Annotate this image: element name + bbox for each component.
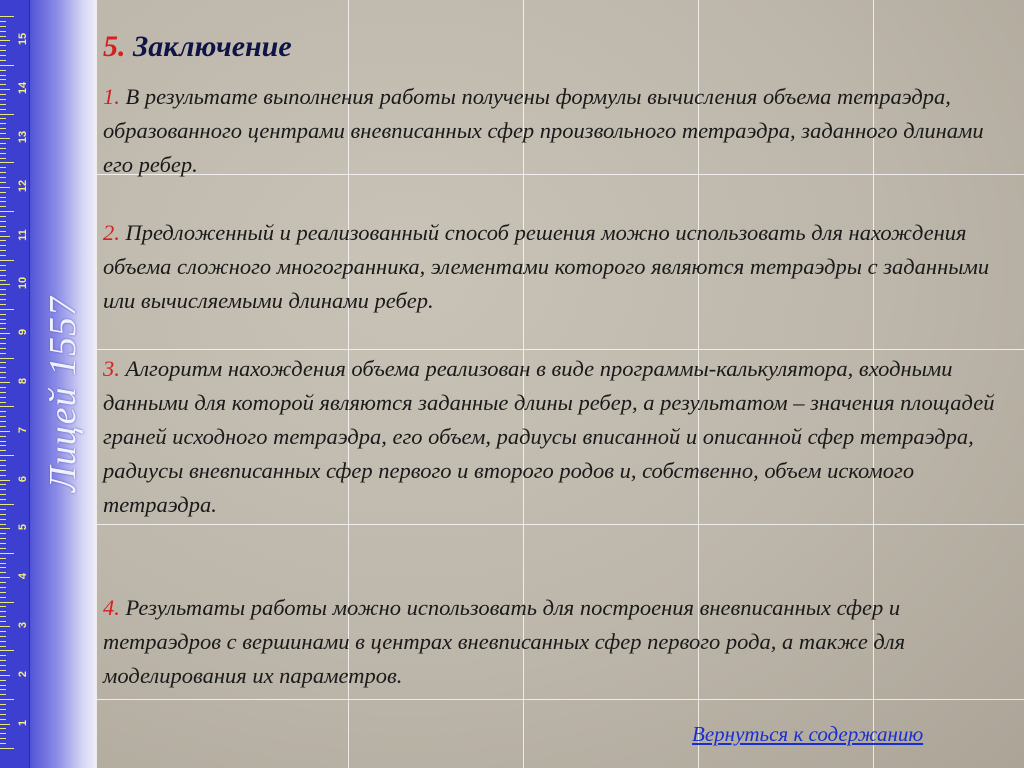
ruler-tick xyxy=(0,167,6,168)
title-text: Заключение xyxy=(133,30,292,63)
ruler-number: 3 xyxy=(17,621,29,629)
ruler-tick xyxy=(0,631,6,632)
ruler-tick xyxy=(0,441,6,442)
ruler-tick xyxy=(0,128,6,129)
grid-line xyxy=(96,349,1024,350)
ruler-tick xyxy=(0,138,10,139)
ruler-tick xyxy=(0,699,14,700)
ruler-tick xyxy=(0,114,14,115)
ruler-tick xyxy=(0,489,6,490)
ruler-tick xyxy=(0,728,6,729)
school-label: Лицей 1557 xyxy=(42,295,84,493)
ruler-tick xyxy=(0,16,14,17)
ruler-tick xyxy=(0,367,6,368)
ruler-tick xyxy=(0,528,10,529)
ruler-tick xyxy=(0,289,6,290)
ruler-number: 7 xyxy=(17,426,29,433)
ruler-tick xyxy=(0,592,6,593)
ruler-strip xyxy=(0,0,30,768)
ruler-tick xyxy=(0,226,6,227)
ruler-tick xyxy=(0,460,6,461)
ruler-tick xyxy=(0,240,6,241)
item-text: Результаты работы можно использовать для построения вневписанных сфер и тетраэдров с вершинами в центрах вневписанных сфер первого рода, а также для моделирования их параметров. xyxy=(103,595,906,688)
ruler-tick xyxy=(0,133,6,134)
ruler-tick xyxy=(0,689,6,690)
ruler-tick xyxy=(0,304,6,305)
ruler-tick xyxy=(0,192,6,193)
ruler-tick xyxy=(0,514,6,515)
ruler-tick xyxy=(0,694,6,695)
ruler-tick xyxy=(0,309,14,310)
ruler-tick xyxy=(0,665,6,666)
ruler-number: 8 xyxy=(17,377,29,385)
ruler-tick xyxy=(0,494,6,495)
ruler-number: 13 xyxy=(17,130,29,144)
ruler-number: 11 xyxy=(17,228,29,241)
ruler-tick xyxy=(0,548,6,549)
ruler-tick xyxy=(0,265,6,266)
ruler-tick xyxy=(0,475,6,476)
back-to-contents-link[interactable]: Вернуться к содержанию xyxy=(692,722,924,746)
ruler-tick xyxy=(0,675,10,676)
ruler-tick xyxy=(0,109,6,110)
ruler-tick xyxy=(0,99,6,100)
ruler-tick xyxy=(0,358,14,359)
conclusion-item-2 xyxy=(103,216,1008,318)
ruler-tick xyxy=(0,416,6,417)
ruler-tick xyxy=(0,743,6,744)
ruler-tick xyxy=(0,94,6,95)
ruler-tick xyxy=(0,236,10,237)
item-text: Алгоритм нахождения объема реализован в виде программы-калькулятора, входными данными для которой являются заданные длины ребер, а результатом – значения площадей граней исходного тетраэдра, его объем, радиусы вписанной и описанной сфер тетраэдра, радиусы вневписанных сфер первого и второго родов и, собственно, объем искомого тетраэдра. xyxy=(103,356,995,517)
ruler-tick xyxy=(0,436,6,437)
ruler-tick xyxy=(0,572,6,573)
ruler-tick xyxy=(0,353,6,354)
ruler-tick xyxy=(0,431,10,432)
item-text: Предложенный и реализованный способ решения можно использовать для нахождения объема сложного многогранника, элементами которого являются тетраэдры с заданными или вычисляемыми длинами ребер. xyxy=(103,220,990,313)
ruler-tick xyxy=(0,148,6,149)
ruler-tick xyxy=(0,402,6,403)
ruler-number: 9 xyxy=(17,329,29,336)
ruler-tick xyxy=(0,270,6,271)
ruler-tick xyxy=(0,280,6,281)
ruler-tick xyxy=(0,377,6,378)
ruler-tick xyxy=(0,480,10,481)
ruler-tick xyxy=(0,153,6,154)
ruler-tick xyxy=(0,211,14,212)
ruler-tick xyxy=(0,50,6,51)
ruler-tick xyxy=(0,397,6,398)
ruler-tick xyxy=(0,714,6,715)
ruler-tick xyxy=(0,538,6,539)
ruler-tick xyxy=(0,245,6,246)
ruler-tick xyxy=(0,509,6,510)
ruler-tick xyxy=(0,597,6,598)
ruler-tick xyxy=(0,201,6,202)
ruler-tick xyxy=(0,40,10,41)
ruler-tick xyxy=(0,426,6,427)
ruler-tick xyxy=(0,79,6,80)
ruler-tick xyxy=(0,182,6,183)
ruler-tick xyxy=(0,499,6,500)
ruler-tick xyxy=(0,655,6,656)
ruler-tick xyxy=(0,660,6,661)
ruler-tick xyxy=(0,558,6,559)
ruler-tick xyxy=(0,118,6,119)
ruler-tick xyxy=(0,343,6,344)
ruler-tick xyxy=(0,323,6,324)
ruler-tick xyxy=(0,553,14,554)
ruler-tick xyxy=(0,704,6,705)
ruler-tick xyxy=(0,563,6,564)
ruler-tick xyxy=(0,221,6,222)
ruler-tick xyxy=(0,45,6,46)
ruler-tick xyxy=(0,455,14,456)
ruler-tick xyxy=(0,197,6,198)
ruler-tick xyxy=(0,738,6,739)
ruler-tick xyxy=(0,60,6,61)
ruler-tick xyxy=(0,504,14,505)
ruler-tick xyxy=(0,70,6,71)
ruler-tick xyxy=(0,36,6,37)
ruler-tick xyxy=(0,680,6,681)
ruler-tick xyxy=(0,372,6,373)
ruler-tick xyxy=(0,387,6,388)
conclusion-item-1 xyxy=(103,80,1008,182)
ruler-tick xyxy=(0,465,6,466)
ruler-tick xyxy=(0,123,6,124)
ruler-tick xyxy=(0,284,10,285)
grid-line xyxy=(96,524,1024,525)
ruler-number: 15 xyxy=(17,33,29,46)
item-number: 3. xyxy=(103,356,120,381)
ruler-tick xyxy=(0,641,6,642)
ruler-tick xyxy=(0,733,6,734)
ruler-tick xyxy=(0,533,6,534)
ruler-tick xyxy=(0,143,6,144)
ruler-tick xyxy=(0,685,6,686)
ruler-tick xyxy=(0,450,6,451)
ruler-number: 14 xyxy=(17,82,29,95)
ruler-tick xyxy=(0,75,6,76)
ruler-tick xyxy=(0,519,6,520)
ruler-tick xyxy=(0,616,6,617)
ruler-tick xyxy=(0,470,6,471)
ruler-tick xyxy=(0,362,6,363)
ruler-tick xyxy=(0,250,6,251)
ruler-number: 2 xyxy=(17,670,29,677)
ruler-tick xyxy=(0,621,6,622)
ruler-tick xyxy=(0,216,6,217)
ruler-tick xyxy=(0,392,6,393)
ruler-tick xyxy=(0,260,14,261)
ruler-tick xyxy=(0,275,6,276)
conclusion-item-4 xyxy=(103,591,1008,693)
ruler-tick xyxy=(0,314,6,315)
ruler-number: 4 xyxy=(17,573,29,580)
ruler-tick xyxy=(0,255,6,256)
item-text: В результате выполнения работы получены формулы вычисления объема тетраэдра, образованного центрами вневписанных сфер произвольного тетраэдра, заданного длинами его ребер. xyxy=(103,84,984,177)
ruler-tick xyxy=(0,567,6,568)
ruler-tick xyxy=(0,348,6,349)
ruler-tick xyxy=(0,582,6,583)
ruler-tick xyxy=(0,177,6,178)
ruler-tick xyxy=(0,411,6,412)
item-number: 2. xyxy=(103,220,120,245)
ruler-tick xyxy=(0,26,6,27)
ruler-tick xyxy=(0,328,6,329)
ruler-number: 10 xyxy=(17,277,29,290)
ruler-tick xyxy=(0,31,6,32)
ruler-tick xyxy=(0,650,14,651)
ruler-tick xyxy=(0,524,6,525)
item-number: 4. xyxy=(103,595,120,620)
ruler-tick xyxy=(0,294,6,295)
ruler-tick xyxy=(0,299,6,300)
ruler-tick xyxy=(0,89,10,90)
ruler-tick xyxy=(0,719,6,720)
ruler-tick xyxy=(0,187,10,188)
ruler-tick xyxy=(0,421,6,422)
ruler-tick xyxy=(0,231,6,232)
ruler-tick xyxy=(0,445,6,446)
ruler-tick xyxy=(0,646,6,647)
ruler-tick xyxy=(0,338,6,339)
ruler-tick xyxy=(0,724,10,725)
ruler-tick xyxy=(0,333,10,334)
ruler-tick xyxy=(0,84,6,85)
ruler-tick xyxy=(0,636,6,637)
ruler-tick xyxy=(0,319,6,320)
ruler-tick xyxy=(0,670,6,671)
conclusion-item-3 xyxy=(103,352,1008,522)
ruler-tick xyxy=(0,606,6,607)
ruler-tick xyxy=(0,382,10,383)
ruler-tick xyxy=(0,626,10,627)
title-number: 5. xyxy=(103,30,126,63)
ruler-tick xyxy=(0,172,6,173)
ruler-tick xyxy=(0,21,6,22)
ruler-tick xyxy=(0,709,6,710)
ruler-tick xyxy=(0,65,14,66)
ruler-tick xyxy=(0,162,14,163)
item-number: 1. xyxy=(103,84,120,109)
ruler-tick xyxy=(0,104,6,105)
ruler-tick xyxy=(0,577,10,578)
ruler-tick xyxy=(0,748,14,749)
ruler-tick xyxy=(0,484,6,485)
ruler-tick xyxy=(0,611,6,612)
ruler-tick xyxy=(0,587,6,588)
page-title xyxy=(103,30,292,64)
grid-line xyxy=(96,0,97,768)
ruler-number: 1 xyxy=(17,719,29,726)
ruler-tick xyxy=(0,206,6,207)
ruler-number: 5 xyxy=(17,524,29,531)
ruler-tick xyxy=(0,406,14,407)
ruler-tick xyxy=(0,543,6,544)
ruler-tick xyxy=(0,602,14,603)
ruler-number: 12 xyxy=(17,179,29,192)
ruler-tick xyxy=(0,55,6,56)
grid-line xyxy=(96,699,1024,700)
ruler-tick xyxy=(0,158,6,159)
ruler-number: 6 xyxy=(17,475,29,482)
